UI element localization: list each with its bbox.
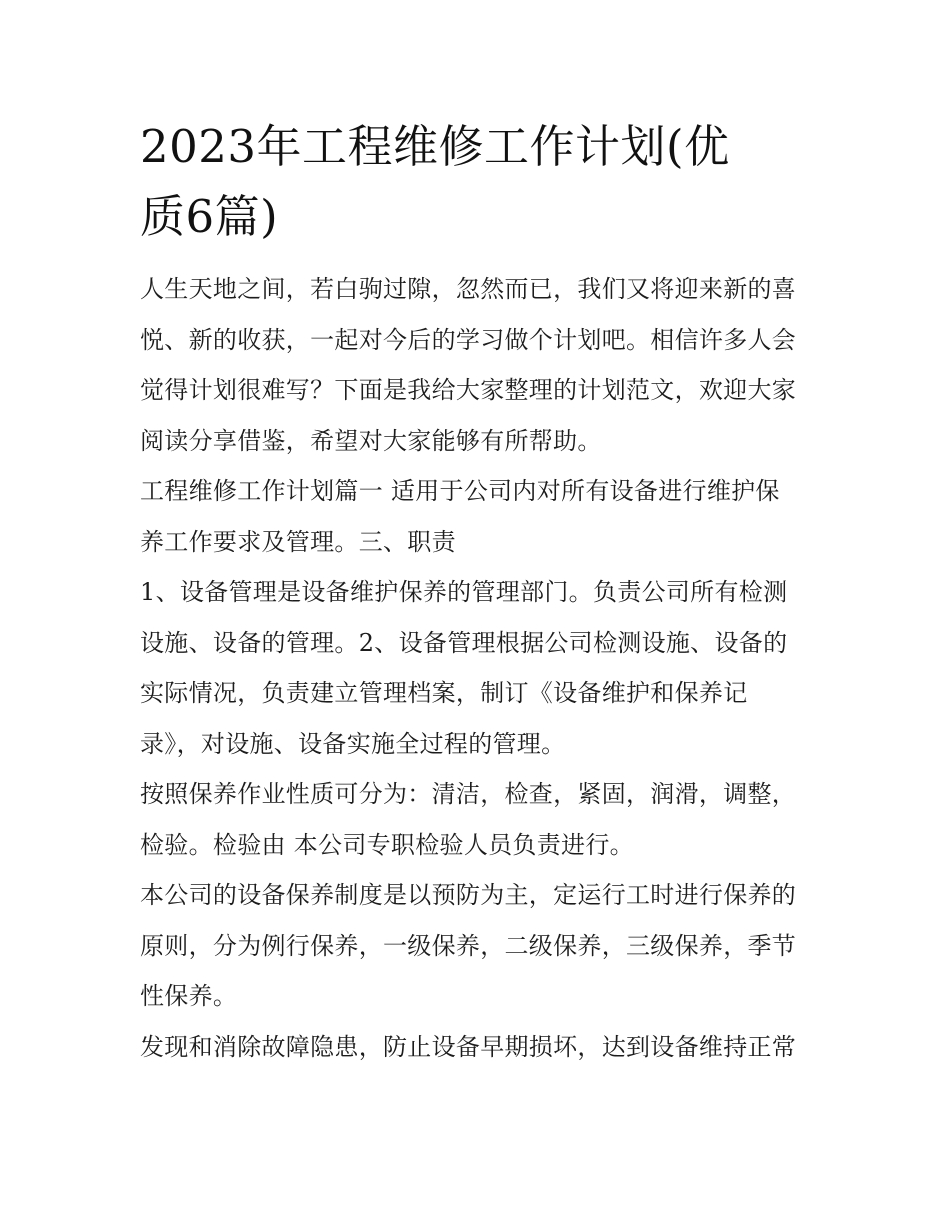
paragraph-line: 录》，对设施、设备实施全过程的管理。 <box>140 729 566 758</box>
paragraph-line: 觉得计划很难写？下面是我给大家整理的计划范文，欢迎大家 <box>140 376 797 404</box>
paragraph-line: 检验。检验由 本公司专职检验人员负责进行。 <box>140 830 634 859</box>
paragraph-line: 性保养。 <box>140 982 238 1010</box>
maintenance-system-paragraph <box>140 870 812 1022</box>
title-line-1: 2023年工程维修工作计划(优 <box>140 120 730 173</box>
paragraph-line: 阅读分享借鉴，希望对大家能够有所帮助。 <box>140 426 602 455</box>
paragraph-line: 悦、新的收获，一起对今后的学习做个计划吧。相信许多人会 <box>140 325 797 354</box>
fault-prevention-paragraph <box>140 1022 812 1073</box>
document-title <box>140 112 812 252</box>
scope-paragraph <box>140 466 812 567</box>
paragraph-line: 养工作要求及管理。三、职责 <box>140 527 456 556</box>
intro-paragraph <box>140 264 812 466</box>
paragraph-line: 本公司的设备保养制度是以预防为主，定运行工时进行保养的 <box>140 881 797 909</box>
document-body <box>140 112 812 1072</box>
maintenance-types-paragraph <box>140 769 812 870</box>
paragraph-line: 发现和消除故障隐患，防止设备早期损坏，达到设备维持正常 <box>140 1032 797 1061</box>
duties-paragraph <box>140 567 812 769</box>
paragraph-line: 按照保养作业性质可分为：清洁，检查，紧固，润滑，调整， <box>140 780 797 808</box>
paragraph-line: 1、设备管理是设备维护保养的管理部门。负责公司所有检测 <box>140 578 788 606</box>
paragraph-line: 原则，分为例行保养，一级保养，二级保养，三级保养，季节 <box>140 931 797 960</box>
paragraph-line: 人生天地之间，若白驹过隙，忽然而已，我们又将迎来新的喜 <box>140 275 797 303</box>
paragraph-line: 设施、设备的管理。2、设备管理根据公司检测设施、设备的 <box>140 628 788 657</box>
paragraph-line: 工程维修工作计划篇一 适用于公司内对所有设备进行维护保 <box>140 477 780 505</box>
title-line-2: 质6篇) <box>140 190 279 243</box>
paragraph-line: 实际情况，负责建立管理档案，制订《设备维护和保养记 <box>140 679 748 707</box>
